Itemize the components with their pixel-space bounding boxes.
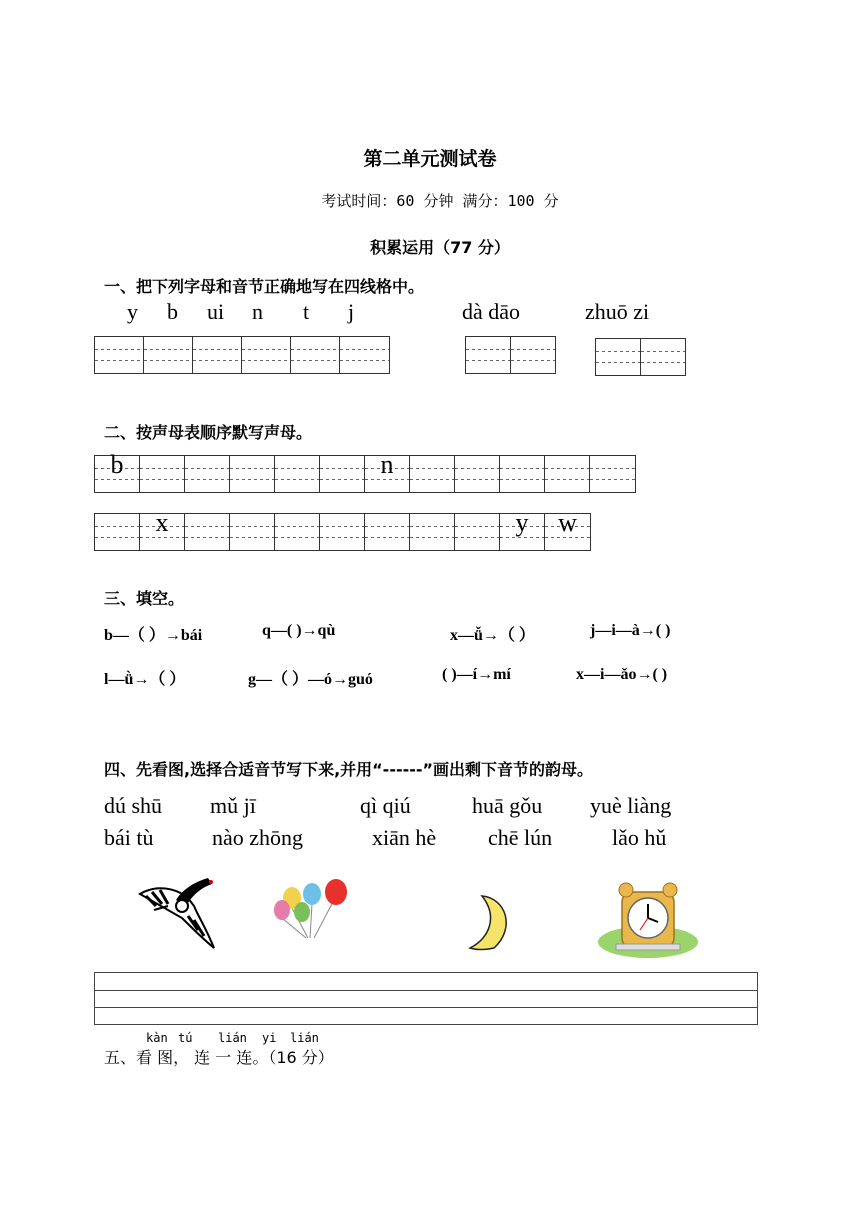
fill-blank-item[interactable]: q—( )→qù: [262, 622, 336, 639]
pinyin-word: bái tù: [104, 825, 154, 850]
grid-cell[interactable]: [545, 456, 590, 492]
fill-blank-item[interactable]: b—（ ）→bái: [104, 627, 203, 644]
grid-cell[interactable]: [320, 514, 365, 550]
grid-cell[interactable]: [455, 514, 500, 550]
pinyin-word: dú shū: [104, 793, 163, 818]
fill-blank-item[interactable]: ( )—í→mí: [442, 666, 511, 683]
q1-letter: b: [167, 299, 178, 324]
grid-cell[interactable]: [590, 456, 635, 492]
grid-cell[interactable]: [144, 337, 193, 373]
pinyin-annotation: lián: [290, 1031, 319, 1045]
q1-letter: y: [127, 299, 138, 324]
grid-cell[interactable]: [275, 456, 320, 492]
grid-cell[interactable]: [410, 514, 455, 550]
grid-cell[interactable]: [410, 456, 455, 492]
crane-image: [136, 876, 220, 956]
q1-heading: 一、把下列字母和音节正确地写在四线格中。: [104, 277, 425, 296]
q5-heading: 五、看 图， 连 一 连。（16 分）: [104, 1048, 334, 1067]
grid-cell[interactable]: [193, 337, 242, 373]
pinyin-word: lǎo hǔ: [612, 825, 667, 850]
grid-cell[interactable]: [95, 514, 140, 550]
four-line-grid[interactable]: [595, 338, 686, 376]
grid-cell[interactable]: [365, 450, 410, 492]
q3-heading: 三、填空。: [104, 589, 185, 608]
pinyin-annotation: kàn: [146, 1031, 168, 1045]
grid-cell[interactable]: [320, 456, 365, 492]
grid-cell[interactable]: [641, 339, 685, 375]
given-letter: w: [558, 508, 577, 537]
pinyin-word: chē lún: [488, 825, 553, 850]
given-letter: n: [380, 450, 394, 479]
grid-cell[interactable]: [365, 514, 410, 550]
four-line-grid[interactable]: [465, 336, 556, 374]
given-letter: b: [110, 450, 124, 479]
given-letter: x: [155, 508, 169, 537]
pinyin-word: qì qiú: [360, 793, 411, 818]
grid-cell[interactable]: [596, 339, 641, 375]
q1-letter: t: [303, 299, 310, 324]
fill-blank-item[interactable]: x—ǚ→（ ）: [450, 627, 535, 644]
grid-cell[interactable]: [455, 456, 500, 492]
grid-cell[interactable]: [275, 514, 320, 550]
grid-cell[interactable]: [466, 337, 511, 373]
q1-word: zhuō zi: [585, 299, 650, 324]
grid-cell[interactable]: [340, 337, 389, 373]
q2-heading: 二、按声母表顺序默写声母。: [104, 423, 313, 442]
q4-heading: 四、先看图,选择合适音节写下来,并用“------”画出剩下音节的韵母。: [104, 760, 594, 779]
pinyin-word: huā gǒu: [472, 793, 543, 818]
four-line-grid[interactable]: [94, 508, 591, 551]
grid-cell[interactable]: [140, 456, 185, 492]
balloons-image: [272, 878, 352, 940]
fill-blank-item[interactable]: x—i—ǎo→( ): [576, 666, 668, 683]
pinyin-annotation: tú: [178, 1031, 193, 1045]
pinyin-annotation: yi: [262, 1031, 277, 1045]
grid-cell[interactable]: [230, 456, 275, 492]
pinyin-word: nào zhōng: [212, 825, 304, 850]
pinyin-word: yuè liàng: [590, 793, 672, 818]
exam-info: 考试时间：60 分钟 满分：100 分: [321, 192, 559, 210]
alarm-clock-image: [596, 882, 700, 960]
grid-cell[interactable]: [95, 337, 144, 373]
fill-blank-item[interactable]: l—ǜ→（ ）: [104, 671, 186, 688]
pinyin-word: xiān hè: [372, 825, 437, 850]
fill-blank-item[interactable]: j—i—à→( ): [590, 622, 671, 639]
grid-cell[interactable]: [95, 450, 140, 492]
four-line-grid[interactable]: [94, 450, 636, 493]
grid-cell[interactable]: [185, 514, 230, 550]
section-heading: 积累运用（77 分）: [370, 238, 510, 257]
grid-cell[interactable]: [511, 337, 555, 373]
grid-cell[interactable]: [500, 508, 545, 550]
grid-cell[interactable]: [545, 508, 590, 550]
pinyin-annotation: lián: [218, 1031, 247, 1045]
q1-letter: n: [252, 299, 263, 324]
pinyin-word: mǔ jī: [210, 793, 256, 818]
fill-blank-item[interactable]: g—（ ）—ó→guó: [248, 671, 373, 688]
q1-word: dà dāo: [462, 299, 521, 324]
page-title: 第二单元测试卷: [363, 148, 497, 170]
grid-cell[interactable]: [291, 337, 340, 373]
grid-cell[interactable]: [230, 514, 275, 550]
q1-letter: j: [348, 299, 355, 324]
answer-lines[interactable]: [94, 972, 758, 1025]
four-line-grid[interactable]: [94, 336, 390, 374]
moon-image: [466, 892, 518, 952]
grid-cell[interactable]: [500, 456, 545, 492]
grid-cell[interactable]: [185, 456, 230, 492]
given-letter: y: [515, 508, 529, 537]
q1-letter: ui: [207, 299, 225, 324]
grid-cell[interactable]: [140, 508, 185, 550]
grid-cell[interactable]: [242, 337, 291, 373]
